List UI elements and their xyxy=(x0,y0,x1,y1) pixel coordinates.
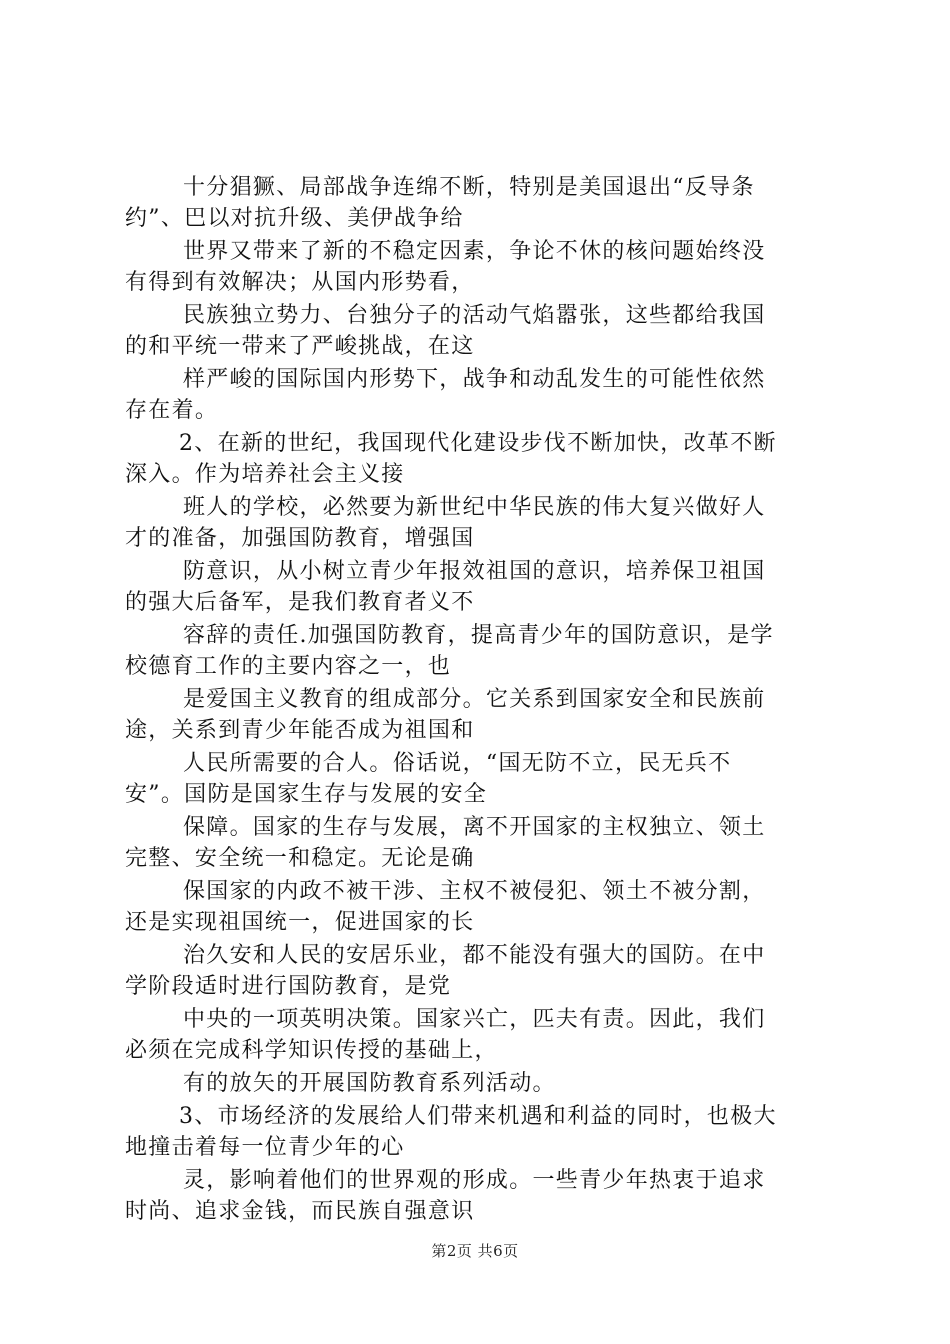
numbered-paragraph xyxy=(125,428,835,490)
paragraph-line: 保国家的内政不被干涉、主权不被侵犯、领土不被分割， xyxy=(183,879,766,904)
document-body xyxy=(125,172,835,1229)
paragraph xyxy=(125,812,835,874)
paragraph xyxy=(125,620,835,682)
paragraph xyxy=(125,364,835,426)
paragraph xyxy=(125,748,835,810)
paragraph-line: 灵，影响着他们的世界观的形成。一些青少年热衷于追求 xyxy=(183,1168,766,1193)
paragraph-line: 3、市场经济的发展给人们带来机遇和利益的同时，也极大 xyxy=(179,1104,777,1129)
paragraph-line: 保障。国家的生存与发展，离不开国家的主权独立、领土 xyxy=(183,815,766,840)
paragraph-line: 十分猖獗、局部战争连绵不断，特别是美国退出“反导条 xyxy=(183,175,755,200)
paragraph-line: 安”。国防是国家生存与发展的安全 xyxy=(125,782,488,807)
paragraph-line: 2、在新的世纪，我国现代化建设步伐不断加快，改革不断 xyxy=(179,431,777,456)
paragraph-line: 有得到有效解决；从国内形势看， xyxy=(125,270,475,295)
paragraph xyxy=(125,300,835,362)
paragraph-line: 的和平统一带来了严峻挑战，在这 xyxy=(125,334,475,359)
paragraph-line: 防意识，从小树立青少年报效祖国的意识，培养保卫祖国 xyxy=(183,559,766,584)
paragraph-line: 学阶段适时进行国防教育，是党 xyxy=(125,974,452,999)
paragraph xyxy=(125,492,835,554)
paragraph-line: 时尚、追求金钱，而民族自强意识 xyxy=(125,1199,475,1224)
paragraph-line: 完整、安全统一和稳定。无论是确 xyxy=(125,846,475,871)
paragraph-line: 深入。作为培养社会主义接 xyxy=(125,462,405,487)
paragraph xyxy=(125,236,835,298)
paragraph xyxy=(125,1068,835,1099)
paragraph xyxy=(125,1004,835,1066)
paragraph xyxy=(125,940,835,1002)
paragraph-line: 还是实现祖国统一，促进国家的长 xyxy=(125,910,475,935)
paragraph-line: 途，关系到青少年能否成为祖国和 xyxy=(125,718,475,743)
paragraph-line: 约”、巴以对抗升级、美伊战争给 xyxy=(125,206,464,231)
paragraph-line: 样严峻的国际国内形势下，战争和动乱发生的可能性依然 xyxy=(183,367,766,392)
paragraph xyxy=(125,1165,835,1227)
paragraph xyxy=(125,172,835,234)
paragraph-line: 治久安和人民的安居乐业，都不能没有强大的国防。在中 xyxy=(183,943,766,968)
page-number: 第2页 共6页 xyxy=(431,1242,519,1260)
paragraph-line: 校德育工作的主要内容之一，也 xyxy=(125,654,452,679)
paragraph-line: 班人的学校，必然要为新世纪中华民族的伟大复兴做好人 xyxy=(183,495,766,520)
paragraph-line: 才的准备，加强国防教育，增强国 xyxy=(125,526,475,551)
paragraph-line: 中央的一项英明决策。国家兴亡，匹夫有责。因此，我们 xyxy=(183,1007,766,1032)
paragraph-line: 地撞击着每一位青少年的心 xyxy=(125,1135,405,1160)
paragraph-line: 世界又带来了新的不稳定因素，争论不休的核问题始终没 xyxy=(183,239,766,264)
paragraph-line: 必须在完成科学知识传授的基础上， xyxy=(125,1038,498,1063)
paragraph-line: 人民所需要的合人。俗话说，“国无防不立，民无兵不 xyxy=(183,751,732,776)
paragraph-line: 的强大后备军，是我们教育者义不 xyxy=(125,590,475,615)
numbered-paragraph xyxy=(125,1101,835,1163)
paragraph-line: 有的放矢的开展国防教育系列活动。 xyxy=(183,1071,556,1096)
paragraph-line: 是爱国主义教育的组成部分。它关系到国家安全和民族前 xyxy=(183,687,766,712)
paragraph-line: 民族独立势力、台独分子的活动气焰嚣张，这些都给我国 xyxy=(183,303,766,328)
paragraph xyxy=(125,876,835,938)
paragraph xyxy=(125,684,835,746)
paragraph-line: 容辞的责任.加强国防教育，提高青少年的国防意识，是学 xyxy=(183,623,774,648)
paragraph xyxy=(125,556,835,618)
paragraph-line: 存在着。 xyxy=(125,398,219,423)
page-footer xyxy=(0,1240,950,1261)
